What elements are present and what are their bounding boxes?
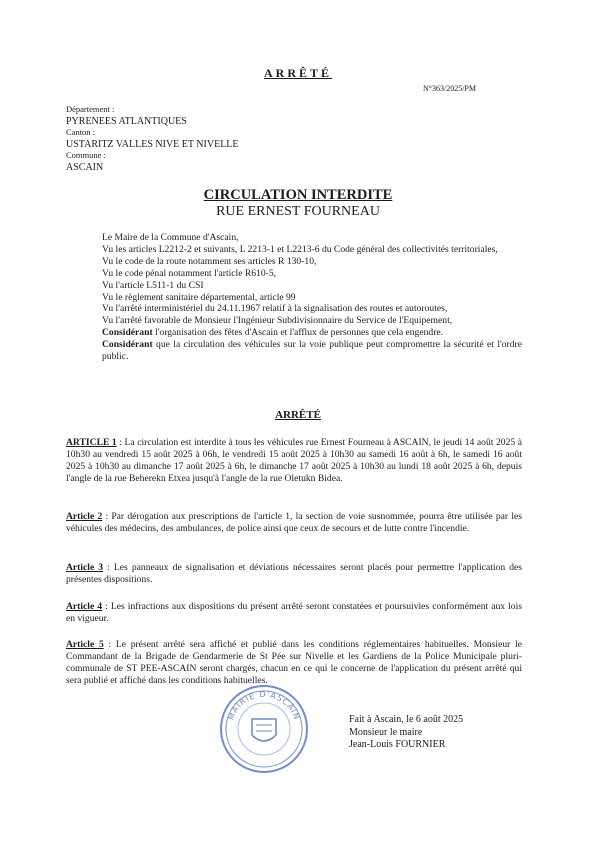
considerant-lead: Considérant [102,339,153,351]
article-4 [66,601,522,625]
considerant-lead: Considérant [102,327,153,339]
article-heading: ARTICLE 1 [66,437,117,448]
stamp-text: MAIRIE D'ASCAIN [226,689,302,722]
stamp-shield-icon [252,719,276,741]
commune-label: Commune : [66,150,106,161]
subject-street: RUE ERNEST FOURNEAU [216,204,380,219]
canton-label: Canton : [66,127,96,138]
considerant-1 [102,327,522,339]
reference-number: N°363/2025/PM [423,84,476,93]
article-3 [66,562,522,586]
article-heading: Article 4 [66,601,103,612]
preamble-line: Vu les articles L2212-2 et suivants, L 2213-1 et L2213-6 du Code général des collectivités territoriales, [102,243,498,255]
article-text: : Par dérogation aux prescriptions de l'article 1, la section de voie susnommée, pourra être utilisée par les véhicules des médecins, des ambulances, de police ainsi que ceux de secours et de lutte contre l'incendie. [66,511,522,534]
departement-label: Département : [66,104,115,114]
article-heading: Article 3 [66,562,104,573]
considerant-text: que la circulation des véhicules sur la voie publique peut compromettre la sécurité et l'ordre public. [102,339,522,363]
stamp-shield-bars [256,725,272,731]
article-text: : Les panneaux de signalisation et déviations nécessaires seront placés pour permettre l'application des présentes dispositions. [66,562,522,585]
signature-block [349,714,463,752]
preamble-line: Vu le code pénal notamment l'article R610-5, [102,267,277,279]
considerant-2 [102,339,522,363]
preamble [102,232,522,363]
preamble-line: Vu l'arrêté favorable de Monsieur l'Ingénieur Subdivisionnaire du Service de l'Equipement, [102,315,453,327]
administrative-block [66,104,239,174]
arrete-heading: ARRÊTÉ [275,409,321,421]
article-5 [66,639,522,687]
preamble-line: Vu l'article L511-1 du CSI [102,279,204,291]
mairie-stamp [218,683,310,775]
article-1 [66,437,522,485]
preamble-line: Vu le règlement sanitaire départemental, article 99 [102,291,296,303]
signature-place-date: Fait à Ascain, le 6 août 2025 [349,714,464,725]
preamble-line: Vu le code de la route notamment ses articles R 130-10, [102,255,317,267]
canton-value: USTARITZ VALLES NIVE ET NIVELLE [66,138,239,150]
article-heading: Article 2 [66,511,103,522]
article-text: : Les infractions aux dispositions du présent arrêté seront constatées et poursuivies conformément aux lois en vigueur. [66,601,522,624]
subject-heading: CIRCULATION INTERDITE [203,187,393,203]
article-text: : Le présent arrêté sera affiché et publié dans les conditions réglementaires habituelles. Monsieur le Commandant de la Brigade de Gendarmerie de St Pée sur Nivelle et les Gardiens de la Police Municipale pluri-communale de ST PEE-ASCAIN seront chargés, chacun en ce qui le concerne de l'application du présent arrêté qui sera publié et affiché dans les conditions habituelles. [66,639,522,686]
signature-name: Jean-Louis FOURNIER [349,739,446,751]
article-heading: Article 5 [66,639,104,650]
document-title: ARRÊTÉ [263,66,332,80]
commune-value: ASCAIN [66,161,104,173]
article-2 [66,511,522,535]
signature-role: Monsieur le maire [349,726,423,738]
article-text: : La circulation est interdite à tous les véhicules rue Ernest Fourneau à ASCAIN, le jeudi 14 août 2025 à 10h30 au vendredi 15 août 2025 à 06h, le vendredi 15 août 2025 à 10h30 au samedi 16 août à 6h, le samedi 16 août 2025 à 10h30 au dimanche 17 août 2025 à 6h, le dimanche 17 août 2025 à 10h30 au lundi 18 août 2025 à 6h, depuis l'angle de la rue Beherekn Etxea jusqu'à l'angle de la rue Oletukn Bidea. [66,437,522,484]
considerant-text: l'organisation des fêtes d'Ascain et l'afflux de personnes que cela engendre. [152,327,444,339]
stamp-core-ring [238,703,290,755]
preamble-line: Vu l'arrêté interministériel du 24.11.1967 relatif à la signalisation des routes et autoroutes, [102,303,448,315]
preamble-line: Le Maire de la Commune d'Ascain, [102,232,239,243]
departement-value: PYRENEES ATLANTIQUES [66,115,187,127]
